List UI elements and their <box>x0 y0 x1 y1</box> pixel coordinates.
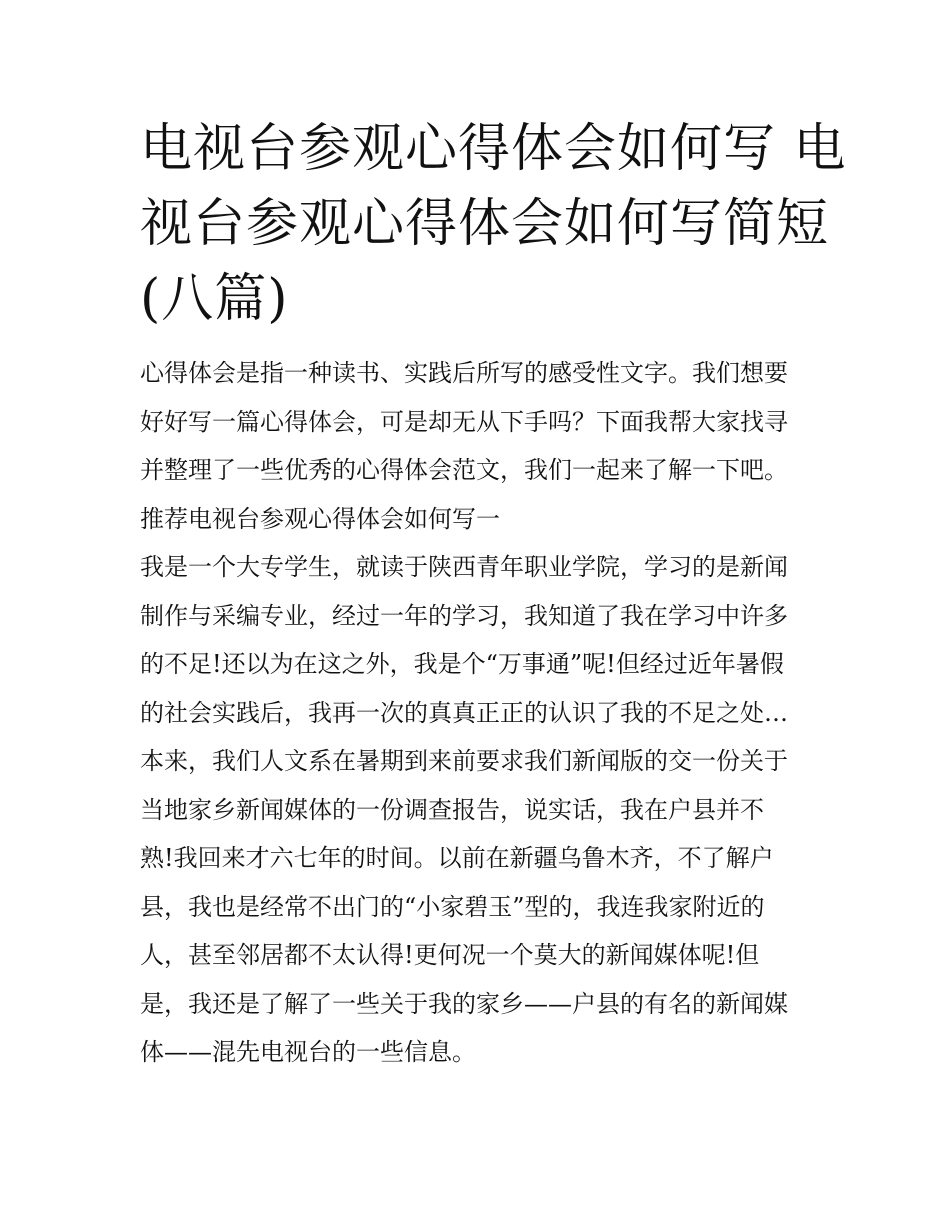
body-line: 本来，我们人文系在暑期到来前要求我们新闻版的交一份关于 <box>140 747 788 775</box>
body-line: 当地家乡新闻媒体的一份调查报告，说实话，我在户县并不 <box>140 795 764 824</box>
body-line: 人，甚至邻居都不太认得!更何况一个莫大的新闻媒体呢!但 <box>140 941 760 969</box>
body-line: 并整理了一些优秀的心得体会范文，我们一起来了解一下吧。 <box>140 456 788 484</box>
body-line: 我是一个大专学生，就读于陕西青年职业学院，学习的是新闻 <box>140 553 788 581</box>
body-line: 县，我也是经常不出门的“小家碧玉”型的，我连我家附近的 <box>140 892 765 921</box>
title-line: 视台参观心得体会如何写简短 <box>140 194 830 254</box>
body-line: 好好写一篇心得体会，可是却无从下手吗？下面我帮大家找寻 <box>140 407 788 436</box>
body-line: 心得体会是指一种读书、实践后所写的感受性文字。我们想要 <box>140 359 788 387</box>
body-line: 熟!我回来才六七年的时间。以前在新疆乌鲁木齐，不了解户 <box>140 844 774 872</box>
body-line: 是，我还是了解了一些关于我的家乡——户县的有名的新闻媒 <box>140 989 788 1018</box>
title-line: (八篇) <box>140 269 289 329</box>
body-line: 制作与采编专业，经过一年的学习，我知道了我在学习中许多 <box>140 601 788 630</box>
document-page <box>140 112 847 1077</box>
body-line: 的不足!还以为在这之外，我是个“万事通”呢!但经过近年暑假 <box>140 650 784 678</box>
document-body <box>140 349 815 1077</box>
document-title <box>140 112 847 337</box>
section-heading: 推荐电视台参观心得体会如何写一 <box>140 504 500 533</box>
title-line: 电视台参观心得体会如何写 电 <box>140 119 847 179</box>
body-line: 体——混先电视台的一些信息。 <box>140 1038 476 1066</box>
body-line: 的社会实践后，我再一次的真真正正的认识了我的不足之处… <box>140 698 788 727</box>
